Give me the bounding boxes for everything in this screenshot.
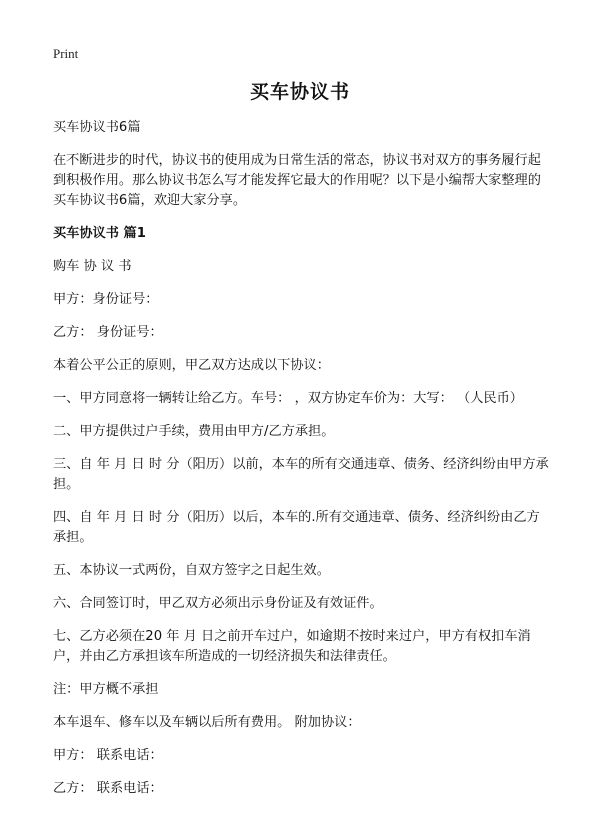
party-a-id-line: 甲方：身份证号： (53, 292, 159, 307)
party-b-contact-line: 乙方： 联系电话： (53, 781, 163, 796)
clause-3: 三、自 年 月 日 时 分（阳历）以前，本车的所有交通违章、债务、经济纠纷由甲方承担。 (53, 457, 549, 492)
print-link[interactable]: Print (53, 46, 79, 61)
intro-paragraph: 在不断进步的时代，协议书的使用成为日常生活的常态，协议书对双方的事务履行起到积极作用。那么协议书怎么写才能发挥它最大的作用呢？以下是小编帮大家整理的买车协议书6篇，欢迎大家分享。 (53, 153, 541, 208)
party-b-id-line: 乙方： 身份证号： (53, 325, 163, 340)
clause-1: 一、甲方同意将一辆转让给乙方。车号： ，双方协定车价为：大写： （人民币） (53, 391, 523, 406)
party-a-contact-line: 甲方： 联系电话： (53, 748, 163, 763)
principle-paragraph: 本着公平公正的原则，甲乙双方达成以下协议： (53, 358, 330, 373)
note-line: 注：甲方概不承担 (53, 682, 159, 697)
clause-6: 六、合同签订时，甲乙双方必须出示身份证及有效证件。 (53, 596, 383, 611)
section-heading: 买车协议书 篇1 (53, 226, 146, 241)
clause-5: 五、本协议一式两份，自双方签字之日起生效。 (53, 563, 330, 578)
document-body (53, 118, 552, 799)
clause-2: 二、甲方提供过户手续，费用由甲方/乙方承担。 (53, 424, 335, 439)
additional-agreement-line: 本车退车、修车以及车辆以后所有费用。 附加协议： (53, 715, 361, 730)
document-title: 买车协议书 (249, 81, 350, 103)
clause-7: 七、乙方必须在20 年 月 日之前开车过户，如逾期不按时来过户，甲方有权扣车消户，并由乙方承担该车所造成的一切经济损失和法律责任。 (53, 629, 531, 664)
clause-4: 四、自 年 月 日 时 分（阳历）以后，本车的.所有交通违章、债务、经济纠纷由乙方承担。 (53, 510, 540, 545)
agreement-heading: 购车 协 议 书 (53, 259, 132, 274)
document-subtitle: 买车协议书6篇 (53, 120, 141, 135)
